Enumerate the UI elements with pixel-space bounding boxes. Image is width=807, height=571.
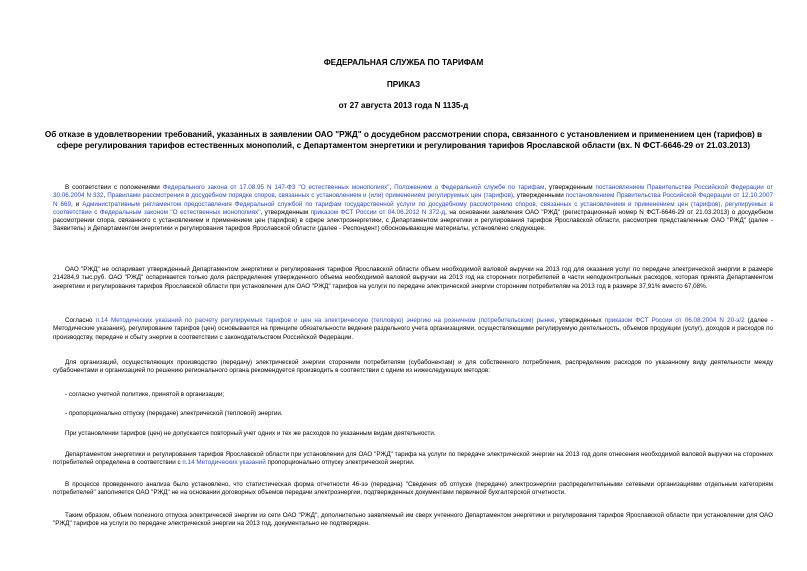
text: (далее - Методические указания), регулирование тарифов (цен) основывается на принципе обязательности ведения раздельного учета организациями, осуществляющими регулируемую деятельность, объемов продукции (услуг), доходов и расходов по производству, передаче и сбыту энергии в соответствии с законодательством Российской Федерации. [53,317,773,341]
paragraph-revenue-dispute: ОАО "РЖД" не оспаривает утвержденный Департаментом энергетики и регулирования тарифов Ярославской области объем необходимой валовой выручки на 2013 год для оказания услуг по передаче электрической энергии в размере 214284,9 тыс.руб. ОАО "РЖД" оспаривается только доля распределения утвержденного объема необходимой валовой выручки на 2013 год на сторонних потребителей в части неподконтрольных расходов, которая принята Департаментом энергетики и регулирования тарифов Ярославской области при установлении для ОАО "РЖД" тарифов на услуги по передаче электрической энергии сторонним потребителям на 2013 год в размере 37,91% вместо 67,08%. [53,266,773,290]
text: , утвержденным [260,208,311,216]
doc-type-heading: ПРИКАЗ [386,80,421,89]
document-title: Об отказе в удовлетворении требований, указанных в заявлении ОАО "РЖД" о досудебном рассмотрении спора, связанного с установлением и применением цен (тарифов) в сфере регулирования тарифов естественных монополий, с Департаментом энергетики и регулирования тарифов Ярославской области (вх. N ФСТ-6646-29 от 21.03.2013) [44,130,763,150]
text: , утвержденным [544,184,596,191]
text: , утвержденными [513,192,566,200]
link-government-resolution-669[interactable]: постановлением Правительства Российской Федерации от 12.10.2007 N 669 [53,192,773,208]
text: , [103,192,108,200]
agency-heading: ФЕДЕРАЛЬНАЯ СЛУЖБА ПО ТАРИФАМ [323,58,484,67]
link-fst-regulation[interactable]: Положением о Федеральной службе по тарифам [394,184,545,191]
list-item-proportional: - пропорционально отпуску (передаче) электрической (тепловой) энергии. [65,410,283,417]
link-government-resolution-332[interactable]: постановлением Правительства Российской Федерации от 30.06.2004 N 332 [53,184,773,200]
text: , [389,184,395,191]
link-fst-order-20[interactable]: приказом ФСТ России от 06.08.2004 N 20-э/2 [604,317,745,324]
link-fst-order-372[interactable]: приказом ФСТ России от 04.06.2012 N 372-д [310,208,446,216]
list-item-accounting-policy: - согласно учетной политике, принятой в организации; [65,391,225,398]
link-methodical-guidelines-short[interactable]: п.14 Методических указаний [182,459,266,467]
text: Департаментом энергетики и регулирования тарифов Ярославской области при установлении для ОАО "РЖД" тарифа на услуги по передаче электрической энергии на 2013 год доля отнесения необходимой валовой выручки на сторонних потребителей определена в соответствии с [53,451,773,467]
text: Согласно [65,317,96,324]
paragraph-department-decision [53,451,773,468]
paragraph-methodical-guidelines [53,317,773,342]
paragraph-cost-distribution: Для организаций, осуществляющих производство (передачу) электрической энергии сторонним потребителям (субабонентам) и для собственного потребления, распределение расходов по указанному виду деятельности между субабонентами и организацией по решению регионального органа рекомендуется производить в соответствии с одним из нижеследующих методов: [53,359,773,375]
text: , и [71,200,83,208]
doc-date-number: от 27 августа 2013 года N 1135-д [338,101,469,110]
link-federal-law-147[interactable]: Федерального закона от 17.08.95 N 147-ФЗ "О естественных монополиях" [162,184,390,191]
text: , на основании заявления ОАО "РЖД" (регистрационный номер N ФСТ-6646-29 от 21.03.2013) о досудебном рассмотрении спора, связанного с установлением и применением цен (тарифов) в сфере электроэнергетики, с Департаментом энергетики и регулирования тарифов Ярославской области, рассмотрев представленные ОАО "РЖД" (далее - Заявитель) и Департаментом энергетики и регулирования тарифов Ярославской области (далее - Респондент) обосновывающие материалы, установлено следующее. [53,208,773,233]
paragraph-no-double-counting: При установлении тарифов (цен) не допускается повторный учет одних и тех же расходов по указанным видам деятельности. [65,430,436,437]
text: , утвержденных [554,317,605,324]
link-methodical-guidelines-p14[interactable]: п.14 Методических указаний по расчету регулируемых тарифов и цен на электрическую (тепловую) энергию на розничном (потребительском) рынке [95,317,555,324]
link-dispute-rules[interactable]: Правилами рассмотрения в досудебном порядке споров, связанных с установлением и (или) применением регулируемых цен (тарифов) [107,192,514,200]
link-administrative-regulation[interactable]: Административным регламентом предоставления Федеральной службой по тарифам государственной услуги по досудебному рассмотрению споров, связанных с установлением и применением цен (тарифов), регулируемых в соответствии с Федеральным законом "О естественных монополиях" [53,200,773,216]
paragraph-statistics-form: В процессе проведенного анализа было установлено, что статистическая форма отчетности 46-ээ (передача) "Сведения об отпуске (передаче) электроэнергии распределительными сетевыми организациями отдельным категориям потребителей" заполняется ОАО "РЖД" не на основании договорных объемов передачи электроэнергии, подтвержденных документами первичной бухгалтерской отчетности. [53,481,773,497]
text: В соответствии с положениями [65,184,163,191]
text: пропорционально отпуску электрической энергии. [265,459,415,467]
paragraph-legal-basis [53,184,773,234]
paragraph-conclusion: Таким образом, объем полезного отпуска электрической энергии из сети ОАО "РЖД", дополнительно заявляемый им сверх учтенного Департаментом энергетики и регулирования тарифов Ярославской области при установлении для ОАО "РЖД" тарифов на услуги по передаче электрической энергии на 2013 год, документально не подтвержден. [53,512,773,528]
